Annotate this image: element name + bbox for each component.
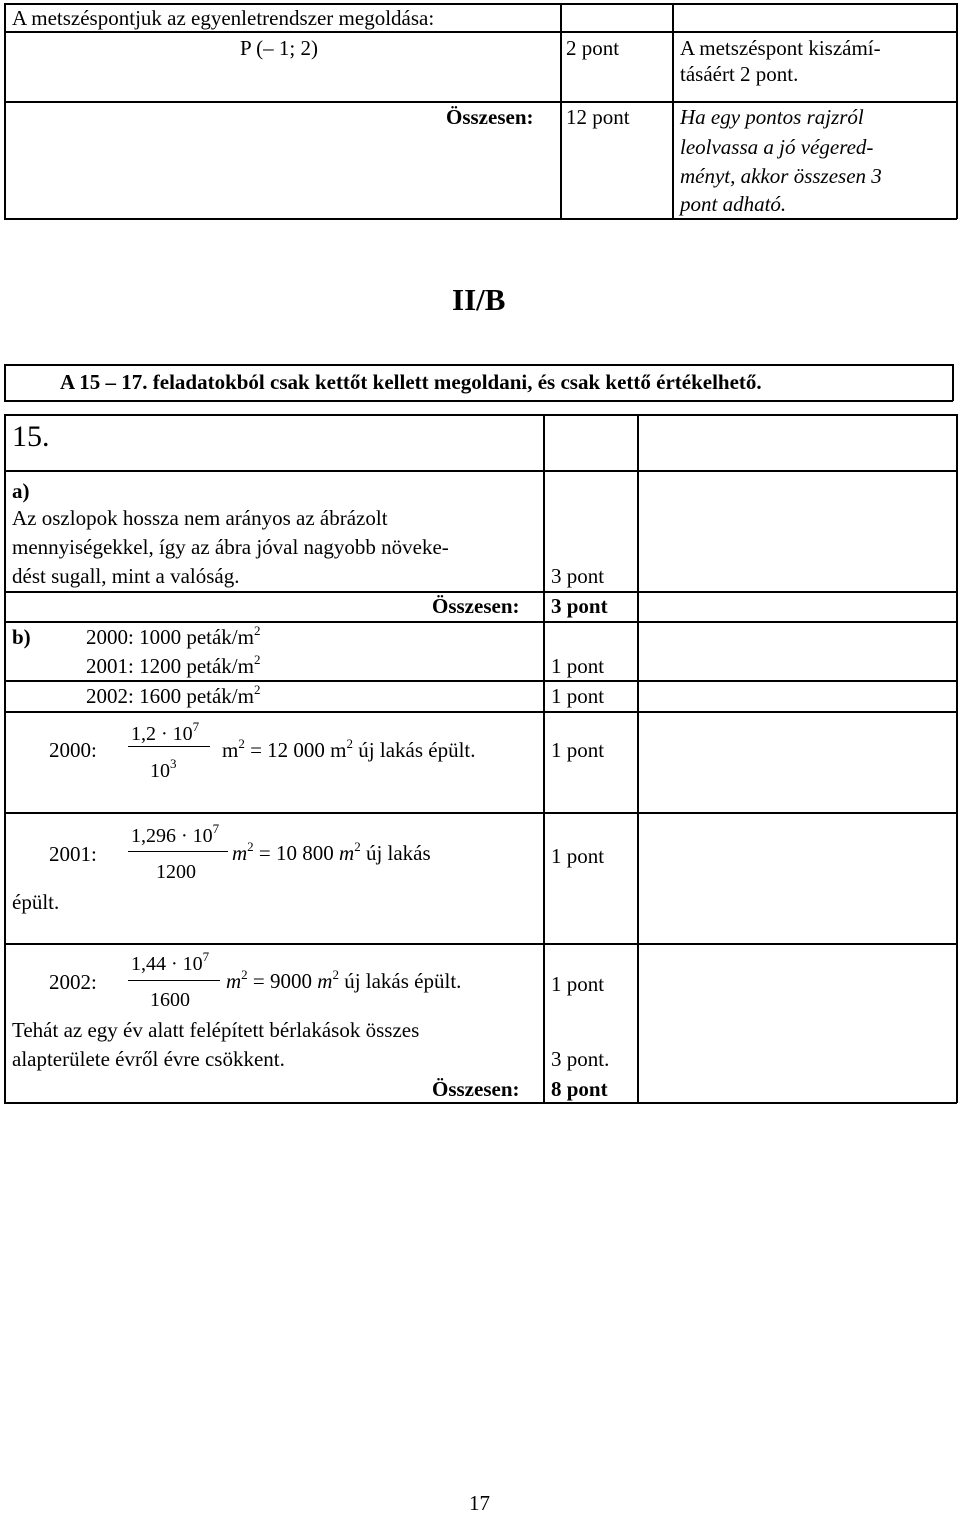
calc-2000-score: 1 pont bbox=[551, 738, 605, 762]
calc-2001-score: 1 pont bbox=[551, 844, 605, 868]
part-a-score: 3 pont bbox=[551, 564, 605, 588]
calc-2002-numerator: $1,44 \cdot 10^7$ bbox=[131, 949, 210, 975]
calc-2001-denominator: 1200 bbox=[156, 861, 196, 883]
calc-2000-denominator: $10^3$ bbox=[150, 756, 177, 782]
top-row2-note-1: A metszéspont kiszámí- bbox=[680, 36, 881, 60]
part-a-text-2: mennyiségekkel, így az ábra jóval nagyobb növeke- bbox=[12, 535, 449, 559]
calc-2000-numerator: $1,2 \cdot 10^7$ bbox=[131, 719, 200, 745]
part-a-total-label: Összesen: bbox=[432, 594, 520, 618]
top-row3-note-4: pont adható. bbox=[680, 192, 787, 216]
part-a-text-1: Az oszlopok hossza nem arányos az ábrázolt bbox=[12, 506, 388, 530]
part-b-2001-score: 1 pont bbox=[551, 654, 605, 678]
part-b-label: b) bbox=[12, 625, 31, 649]
calc-2001-result: $m^2 = 10$ 800 $m^2$ új lakás bbox=[232, 839, 431, 865]
calc-2001-tail: épült. bbox=[12, 890, 60, 914]
part-b-2001: 2001: 1200 peták/$m^2$ bbox=[86, 652, 261, 678]
calc-2001-year: 2001: bbox=[49, 842, 97, 866]
calc-2002-result: $m^2 = 9000$ $m^2$ új lakás épült. bbox=[226, 967, 462, 993]
top-total-score: 12 pont bbox=[566, 105, 630, 129]
calc-2002-score: 1 pont bbox=[551, 972, 605, 996]
calc-2000-year: 2000: bbox=[49, 738, 97, 762]
problem-number: 15. bbox=[12, 420, 50, 453]
part-b-2002: 2002: 1600 peták/$m^2$ bbox=[86, 682, 261, 708]
calc-2001-numerator: $1,296 \cdot 10^7$ bbox=[131, 821, 220, 847]
calc-2000-result: $m^2 = 12$ 000 $m^2$ új lakás épült. bbox=[222, 736, 476, 762]
calc-2002-denominator: 1600 bbox=[150, 989, 190, 1011]
part-b-2000: 2000: 1000 peták/$m^2$ bbox=[86, 623, 261, 649]
top-row1-text: A metszéspontjuk az egyenletrendszer megoldása: bbox=[12, 6, 435, 30]
instruction-text: A 15 – 17. feladatokból csak kettőt kellett megoldani, és csak kettő értékelhető. bbox=[60, 370, 762, 394]
part-b-2002-score: 1 pont bbox=[551, 684, 605, 708]
part-a-label: a) bbox=[12, 479, 30, 503]
section-title: II/B bbox=[452, 282, 506, 317]
conclusion-text-1: Tehát az egy év alatt felépített bérlakások összes bbox=[12, 1018, 420, 1042]
calc-2001-fraction-bar bbox=[128, 851, 228, 852]
top-total-label: Összesen: bbox=[446, 105, 534, 129]
part-b-total-label: Összesen: bbox=[432, 1077, 520, 1101]
top-row2-score: 2 pont bbox=[566, 36, 620, 60]
page-number: 17 bbox=[469, 1491, 490, 1515]
conclusion-score: 3 pont. bbox=[551, 1047, 610, 1071]
calc-2002-fraction-bar bbox=[128, 980, 220, 981]
calc-2002-year: 2002: bbox=[49, 970, 97, 994]
top-intersection-point: P (– 1; 2) bbox=[240, 36, 318, 60]
part-b-total-score: 8 pont bbox=[551, 1077, 608, 1101]
conclusion-text-2: alapterülete évről évre csökkent. bbox=[12, 1047, 285, 1071]
top-row3-note-1: Ha egy pontos rajzról bbox=[680, 105, 864, 129]
calc-2000-fraction-bar bbox=[128, 746, 210, 747]
top-row3-note-2: leolvassa a jó végered- bbox=[680, 135, 874, 159]
part-a-text-3: dést sugall, mint a valóság. bbox=[12, 564, 240, 588]
top-row3-note-3: ményt, akkor összesen 3 bbox=[680, 164, 882, 188]
part-a-total-score: 3 pont bbox=[551, 594, 608, 618]
top-row2-note-2: tásáért 2 pont. bbox=[680, 62, 799, 86]
